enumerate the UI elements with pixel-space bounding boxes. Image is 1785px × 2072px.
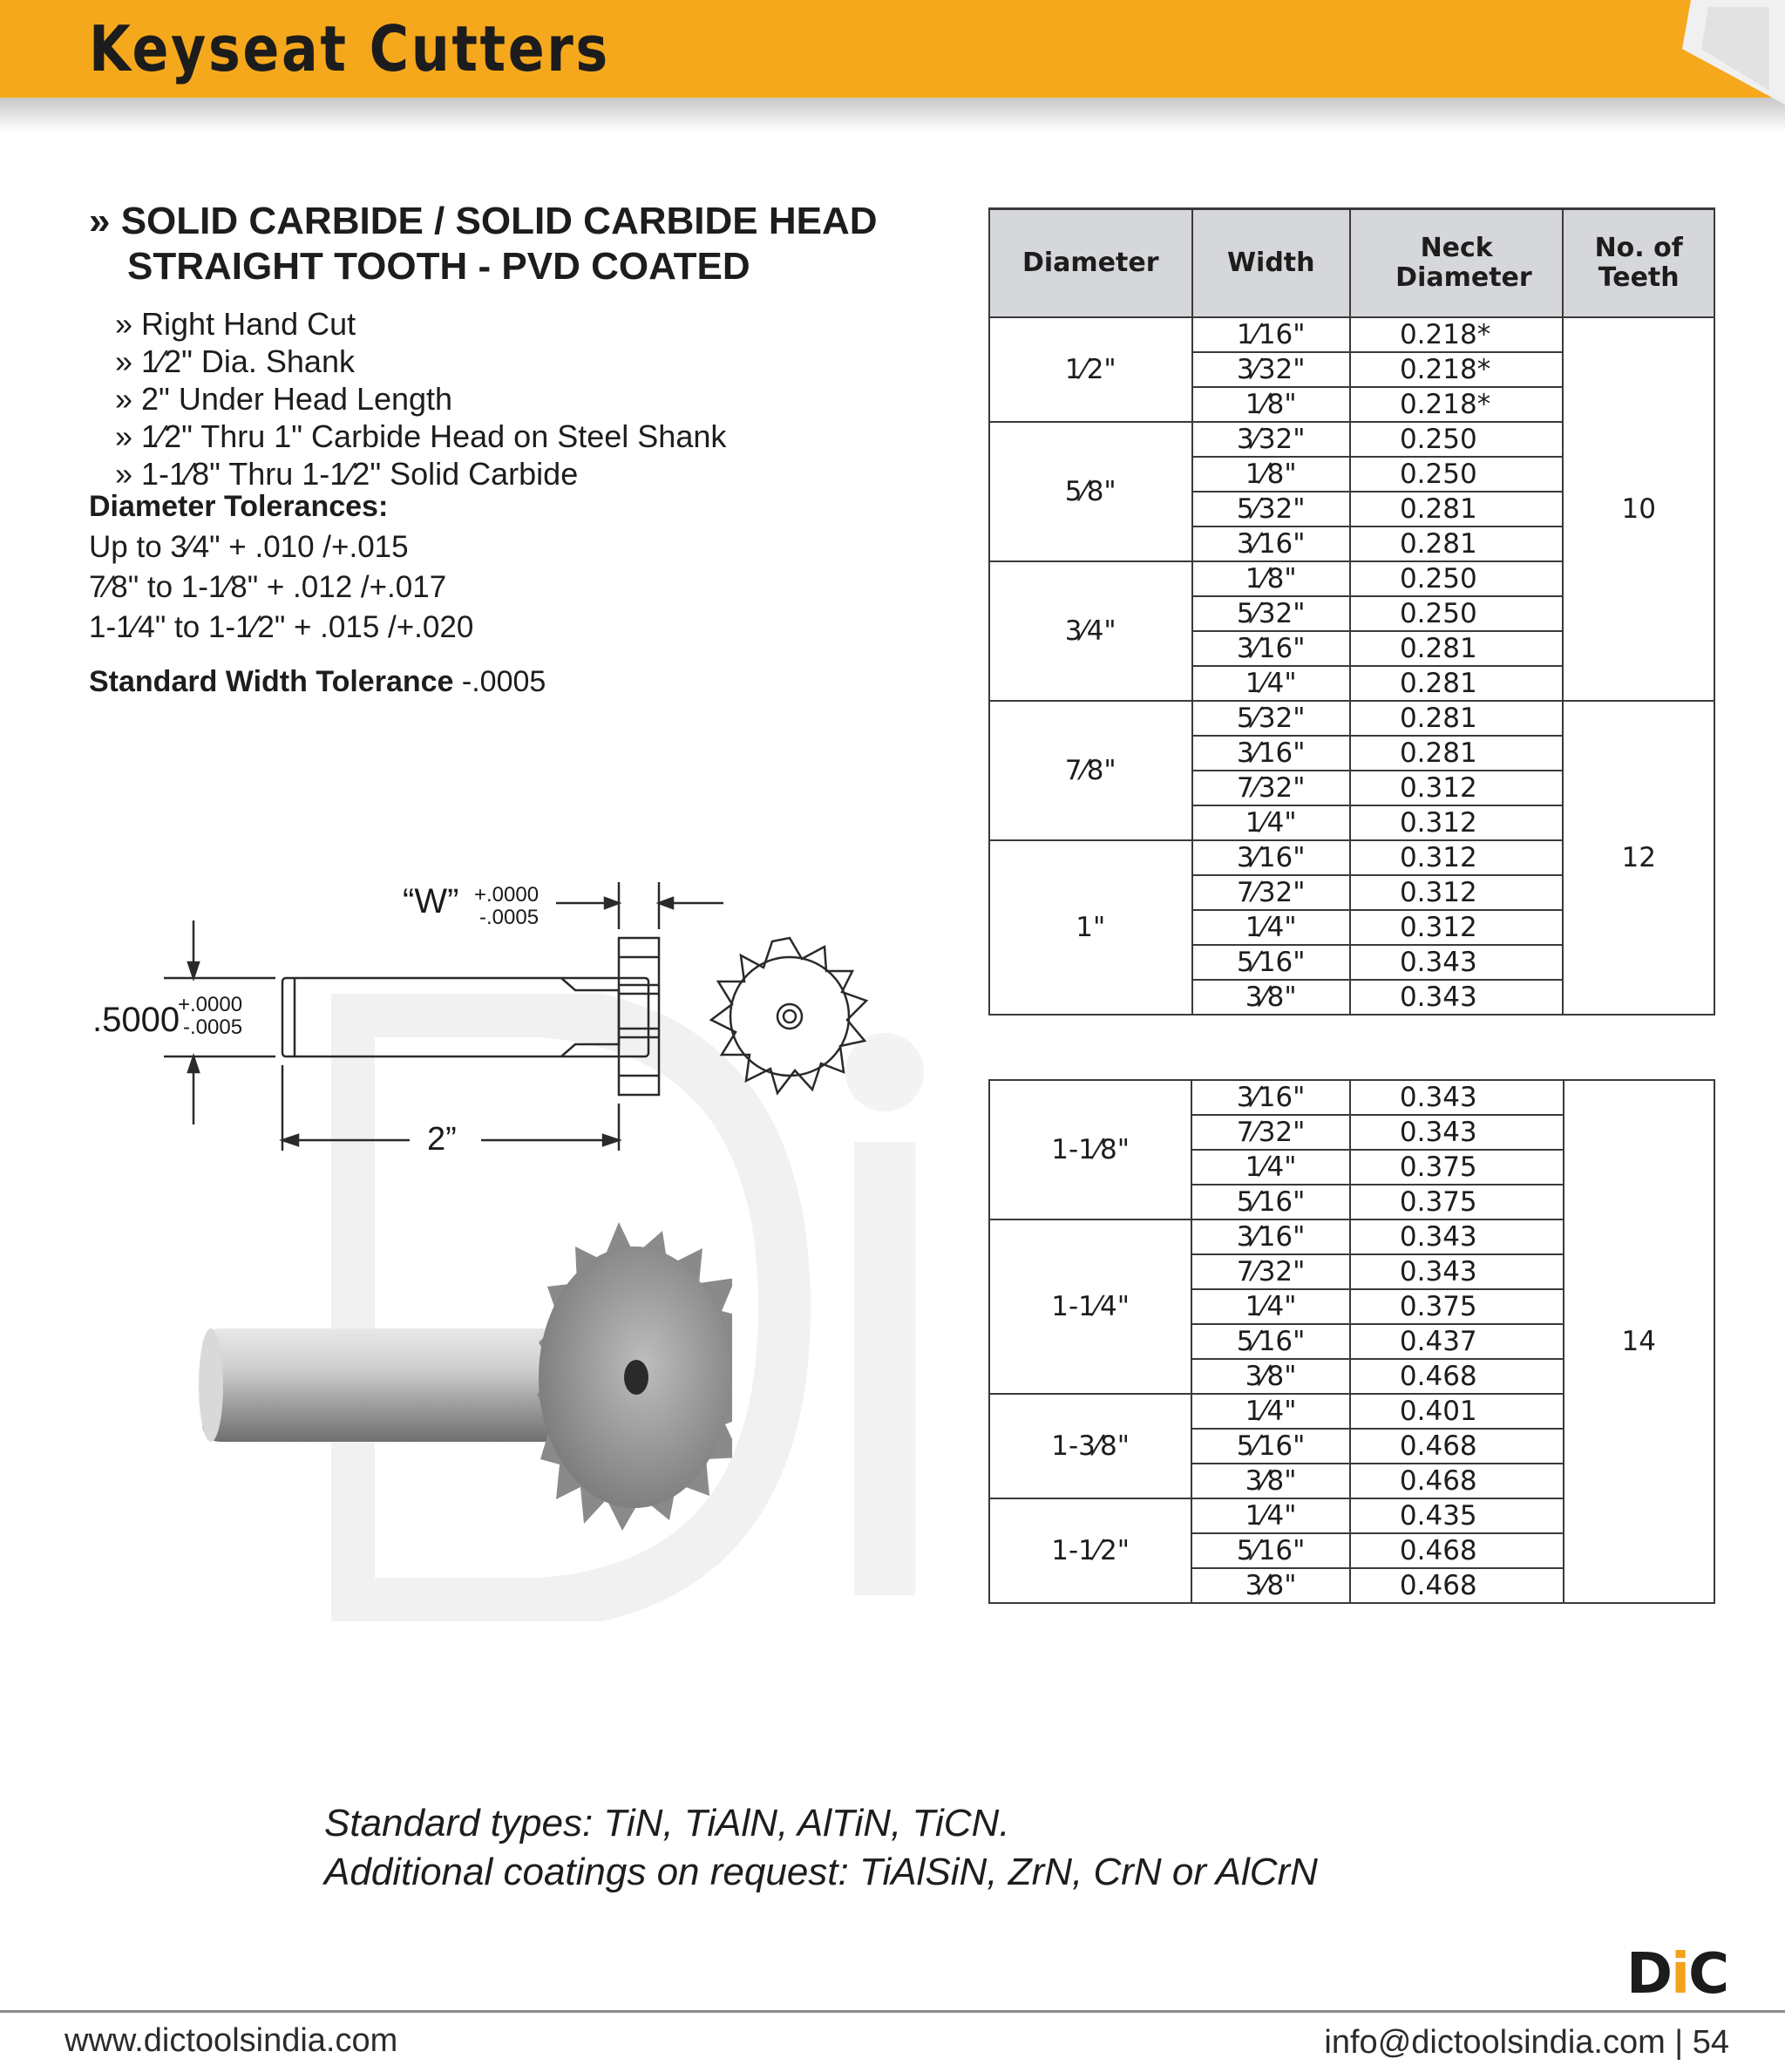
cell-width: 7⁄32" (1192, 771, 1350, 805)
cell-neck-diameter: 0.343 (1350, 1254, 1564, 1289)
footer-website[interactable]: www.dictoolsindia.com (64, 2022, 398, 2059)
width-tol-plus: +.0000 (474, 883, 540, 907)
cell-neck-diameter: 0.343 (1350, 980, 1563, 1015)
cell-neck-diameter: 0.312 (1350, 805, 1563, 840)
logo-d: D (1626, 1942, 1672, 2007)
cell-width: 5⁄16" (1192, 945, 1350, 980)
cell-width: 1⁄4" (1192, 910, 1350, 945)
cell-neck-diameter: 0.312 (1350, 910, 1563, 945)
cell-neck-diameter: 0.281 (1350, 666, 1563, 701)
cell-neck-diameter: 0.435 (1350, 1498, 1564, 1533)
coatings-additional: Additional coatings on request: TiAlSiN, ZrN, CrN or AlCrN (324, 1851, 1318, 1893)
cell-diameter: 1-1⁄2" (989, 1498, 1191, 1603)
page-title: Keyseat Cutters (89, 12, 610, 85)
std-width-value: -.0005 (453, 665, 546, 698)
cell-diameter: 7⁄8" (989, 701, 1192, 840)
cell-width: 5⁄16" (1191, 1185, 1350, 1219)
cell-width: 3⁄16" (1192, 526, 1350, 561)
tolerances-title: Diameter Tolerances: (89, 490, 389, 523)
shank-tol-minus: -.0005 (183, 1016, 243, 1039)
width-label: “W” (403, 882, 459, 921)
cell-neck-diameter: 0.281 (1350, 631, 1563, 666)
std-width-label: Standard Width Tolerance (89, 665, 454, 698)
cell-width: 5⁄16" (1191, 1324, 1350, 1359)
cell-neck-diameter: 0.250 (1350, 596, 1563, 631)
cell-width: 3⁄8" (1192, 980, 1350, 1015)
cell-neck-diameter: 0.343 (1350, 1219, 1564, 1254)
cell-neck-diameter: 0.468 (1350, 1429, 1564, 1464)
footer-divider (0, 2010, 1785, 2013)
cell-width: 3⁄16" (1192, 631, 1350, 666)
cell-neck-diameter: 0.375 (1350, 1185, 1564, 1219)
cell-width: 3⁄16" (1192, 736, 1350, 771)
cell-width: 7⁄32" (1192, 875, 1350, 910)
cell-width: 5⁄32" (1192, 492, 1350, 526)
cell-width: 3⁄16" (1191, 1219, 1350, 1254)
cell-neck-diameter: 0.375 (1350, 1150, 1564, 1185)
cell-width: 3⁄32" (1192, 422, 1350, 457)
cell-teeth: 12 (1563, 701, 1714, 1015)
feature-item: » 1⁄2" Dia. Shank (115, 343, 726, 380)
cell-neck-diameter: 0.375 (1350, 1289, 1564, 1324)
cell-diameter: 5⁄8" (989, 422, 1192, 561)
product-heading (89, 199, 878, 289)
cell-neck-diameter: 0.312 (1350, 840, 1563, 875)
cell-neck-diameter: 0.281 (1350, 701, 1563, 736)
cell-width: 1⁄8" (1192, 561, 1350, 596)
feature-item: » Right Hand Cut (115, 305, 726, 343)
cell-neck-diameter: 0.250 (1350, 457, 1563, 492)
cell-width: 3⁄8" (1191, 1568, 1350, 1603)
cell-width: 1⁄4" (1191, 1394, 1350, 1429)
cell-neck-diameter: 0.468 (1350, 1568, 1564, 1603)
logo-c: C (1688, 1942, 1728, 2007)
cell-neck-diameter: 0.401 (1350, 1394, 1564, 1429)
cell-diameter: 3⁄4" (989, 561, 1192, 701)
shank-tol-plus: +.0000 (178, 993, 243, 1016)
cell-width: 1⁄4" (1192, 805, 1350, 840)
cell-width: 1⁄8" (1192, 457, 1350, 492)
table-row (989, 317, 1714, 352)
cell-width: 1⁄4" (1192, 666, 1350, 701)
header-neck-diameter: Neck Diameter (1350, 209, 1563, 317)
cell-width: 5⁄16" (1191, 1533, 1350, 1568)
cell-diameter: 1-3⁄8" (989, 1394, 1191, 1498)
feature-item: » 2" Under Head Length (115, 380, 726, 418)
cell-width: 3⁄16" (1191, 1080, 1350, 1115)
cell-diameter: 1-1⁄4" (989, 1219, 1191, 1394)
shank-diameter-label: .5000 (92, 1001, 180, 1039)
feature-item: » 1⁄2" Thru 1" Carbide Head on Steel Shank (115, 418, 726, 455)
cell-neck-diameter: 0.468 (1350, 1464, 1564, 1498)
cell-neck-diameter: 0.468 (1350, 1533, 1564, 1568)
cell-neck-diameter: 0.281 (1350, 526, 1563, 561)
standard-width-tolerance (89, 665, 546, 699)
width-tol-minus: -.0005 (479, 906, 540, 929)
cell-neck-diameter: 0.218* (1350, 352, 1563, 387)
cell-width: 1⁄4" (1191, 1150, 1350, 1185)
table-row (989, 1080, 1714, 1115)
cell-width: 3⁄8" (1191, 1359, 1350, 1394)
cell-neck-diameter: 0.343 (1350, 1115, 1564, 1150)
logo-i: i (1671, 1942, 1689, 2007)
cell-neck-diameter: 0.343 (1350, 1080, 1564, 1115)
cell-width: 5⁄16" (1191, 1429, 1350, 1464)
cell-teeth: 10 (1563, 317, 1714, 701)
cell-width: 1⁄8" (1192, 387, 1350, 422)
company-logo (1626, 1942, 1727, 2007)
heading-line-2: STRAIGHT TOOTH - PVD COATED (127, 245, 750, 288)
cell-width: 3⁄16" (1192, 840, 1350, 875)
cell-neck-diameter: 0.312 (1350, 771, 1563, 805)
feature-list (115, 305, 726, 493)
cell-neck-diameter: 0.250 (1350, 561, 1563, 596)
width-tolerance (474, 884, 539, 929)
tolerance-item: Up to 3⁄4" + .010 /+.015 (89, 530, 409, 564)
cell-neck-diameter: 0.281 (1350, 736, 1563, 771)
cell-neck-diameter: 0.218* (1350, 387, 1563, 422)
cell-diameter: 1-1⁄8" (989, 1080, 1191, 1219)
cell-width: 5⁄32" (1192, 596, 1350, 631)
tolerance-item: 7⁄8" to 1-1⁄8" + .012 /+.017 (89, 570, 447, 604)
spec-table-2 (988, 1079, 1715, 1604)
cell-teeth: 14 (1564, 1080, 1714, 1603)
footer-email-page[interactable]: info@dictoolsindia.com | 54 (1324, 2024, 1729, 2061)
tolerances-list (89, 527, 473, 648)
cell-width: 7⁄32" (1191, 1254, 1350, 1289)
product-image (192, 1220, 732, 1534)
cell-neck-diameter: 0.281 (1350, 492, 1563, 526)
cell-width: 1⁄4" (1191, 1289, 1350, 1324)
cell-neck-diameter: 0.218* (1350, 317, 1563, 352)
cell-neck-diameter: 0.312 (1350, 875, 1563, 910)
feature-item: » 1-1⁄8" Thru 1-1⁄2" Solid Carbide (115, 455, 726, 493)
cell-width: 1⁄4" (1191, 1498, 1350, 1533)
cell-diameter: 1⁄2" (989, 317, 1192, 422)
cell-width: 3⁄8" (1191, 1464, 1350, 1498)
header-width: Width (1192, 209, 1350, 317)
table-row (989, 701, 1714, 736)
coatings-standard: Standard types: TiN, TiAlN, AlTiN, TiCN. (324, 1802, 1010, 1844)
tolerance-item: 1-1⁄4" to 1-1⁄2" + .015 /+.020 (89, 610, 474, 644)
header-banner (0, 0, 1785, 139)
cell-neck-diameter: 0.250 (1350, 422, 1563, 457)
cell-width: 7⁄32" (1191, 1115, 1350, 1150)
cell-diameter: 1" (989, 840, 1192, 1015)
cell-neck-diameter: 0.343 (1350, 945, 1563, 980)
heading-line-1: » SOLID CARBIDE / SOLID CARBIDE HEAD (89, 200, 878, 242)
coatings-note (324, 1799, 1318, 1897)
spec-table-1 (988, 207, 1715, 1016)
cell-neck-diameter: 0.437 (1350, 1324, 1564, 1359)
cell-width: 3⁄32" (1192, 352, 1350, 387)
cell-width: 5⁄32" (1192, 701, 1350, 736)
header-diameter: Diameter (989, 209, 1192, 317)
cell-width: 1⁄16" (1192, 317, 1350, 352)
length-label: 2” (427, 1121, 457, 1158)
shank-tolerance (178, 994, 242, 1039)
cell-neck-diameter: 0.468 (1350, 1359, 1564, 1394)
header-teeth: No. of Teeth (1563, 209, 1714, 317)
